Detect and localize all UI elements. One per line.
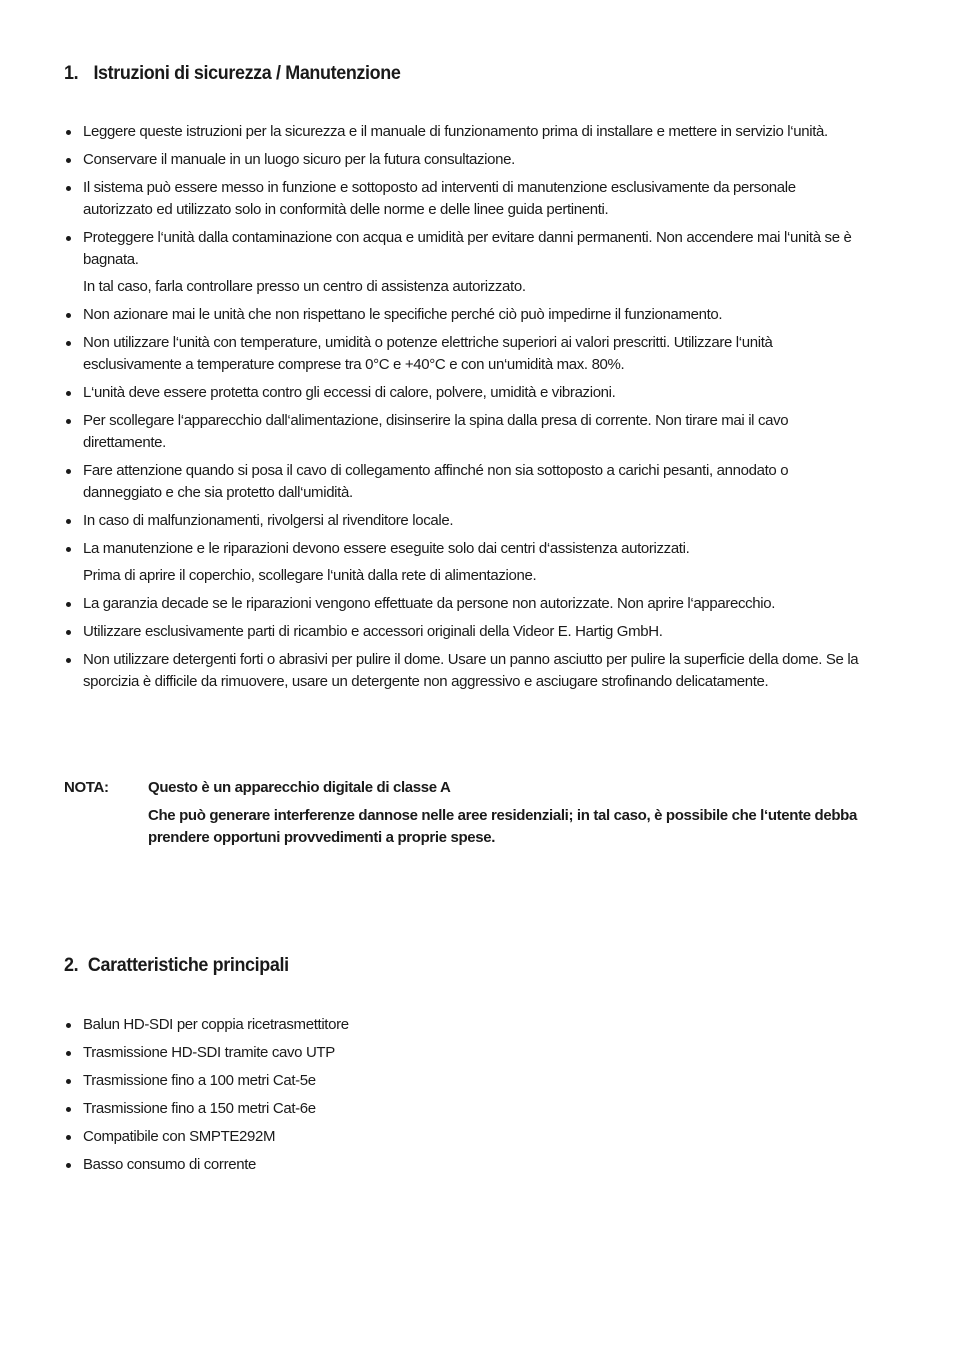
list-item: Leggere queste istruzioni per la sicurezza e il manuale di funzionamento prima di installare e mettere in servizio l‘unità. [64, 121, 864, 143]
list-item: Conservare il manuale in un luogo sicuro per la futura consultazione. [64, 149, 864, 171]
list-item: Non utilizzare l‘unità con temperature, umidità o potenze elettriche superiori ai valori prescritti. Utilizzare l‘unità esclusivamente a temperature comprese tra 0°C e +40°C e con un‘umidità max. 80%. [64, 332, 864, 376]
list-item: In caso di malfunzionamenti, rivolgersi al rivenditore locale. [64, 510, 864, 532]
list-item-continuation: Prima di aprire il coperchio, scollegare l‘unità dalla rete di alimentazione. [83, 567, 537, 584]
list-item: Il sistema può essere messo in funzione e sottoposto ad interventi di manutenzione esclusivamente da personale autorizzato ed utilizzato solo in conformità delle norme e delle linee guida pertinenti. [64, 177, 864, 221]
list-item: La manutenzione e le riparazioni devono essere eseguite solo dai centri d‘assistenza autorizzati. [64, 538, 864, 560]
list-item: Fare attenzione quando si posa il cavo di collegamento affinché non sia sottoposto a carichi pesanti, annodato o danneggiato e che sia protetto dall‘umidità. [64, 460, 864, 504]
list-item: La garanzia decade se le riparazioni vengono effettuate da persone non autorizzate. Non aprire l‘apparecchio. [64, 593, 864, 615]
section-2-heading [64, 954, 289, 977]
section-2-number: 2. [64, 954, 79, 976]
feature-item: Trasmissione HD-SDI tramite cavo UTP [64, 1042, 864, 1064]
list-item: Per scollegare l‘apparecchio dall‘alimentazione, disinserire la spina dalla presa di corrente. Non tirare mai il cavo direttamente. [64, 410, 864, 454]
list-item-continuation: In tal caso, farla controllare presso un centro di assistenza autorizzato. [83, 278, 526, 295]
list-item: Non azionare mai le unità che non rispettano le specifiche perché ciò può impedirne il funzionamento. [64, 304, 864, 326]
list-item: Proteggere l‘unità dalla contaminazione con acqua e umidità per evitare danni permanenti. Non accendere mai l‘unità se è bagnata. [64, 227, 864, 271]
section-1-title: Istruzioni di sicurezza / Manutenzione [93, 62, 401, 84]
note-line-2: Che può generare interferenze dannose nelle aree residenziali; in tal caso, è possibile che l‘utente debba prendere opportuni provvedimenti a proprie spese. [148, 807, 857, 846]
feature-item: Compatibile con SMPTE292M [64, 1126, 864, 1148]
feature-item: Trasmissione fino a 150 metri Cat-6e [64, 1098, 864, 1120]
list-item: L‘unità deve essere protetta contro gli eccessi di calore, polvere, umidità e vibrazioni. [64, 382, 864, 404]
section-2-title: Caratteristiche principali [87, 954, 289, 976]
section-1-heading [64, 62, 400, 85]
feature-item: Trasmissione fino a 100 metri Cat-5e [64, 1070, 864, 1092]
feature-item: Balun HD-SDI per coppia ricetrasmettitore [64, 1014, 864, 1036]
note-line-1: Questo è un apparecchio digitale di classe A [148, 779, 451, 796]
note-label: NOTA: [64, 779, 109, 796]
safety-instructions-list [64, 121, 864, 699]
list-item: Non utilizzare detergenti forti o abrasivi per pulire il dome. Usare un panno asciutto per pulire la superficie della dome. Se la sporcizia è difficile da rimuovere, usare un detergente non aggressivo e asciugare strofinando delicatamente. [64, 649, 864, 693]
main-features-list [64, 1014, 864, 1182]
list-item: Utilizzare esclusivamente parti di ricambio e accessori originali della Videor E. Hartig GmbH. [64, 621, 864, 643]
section-1-number: 1. [64, 62, 79, 84]
feature-item: Basso consumo di corrente [64, 1154, 864, 1176]
note-body [148, 777, 868, 855]
